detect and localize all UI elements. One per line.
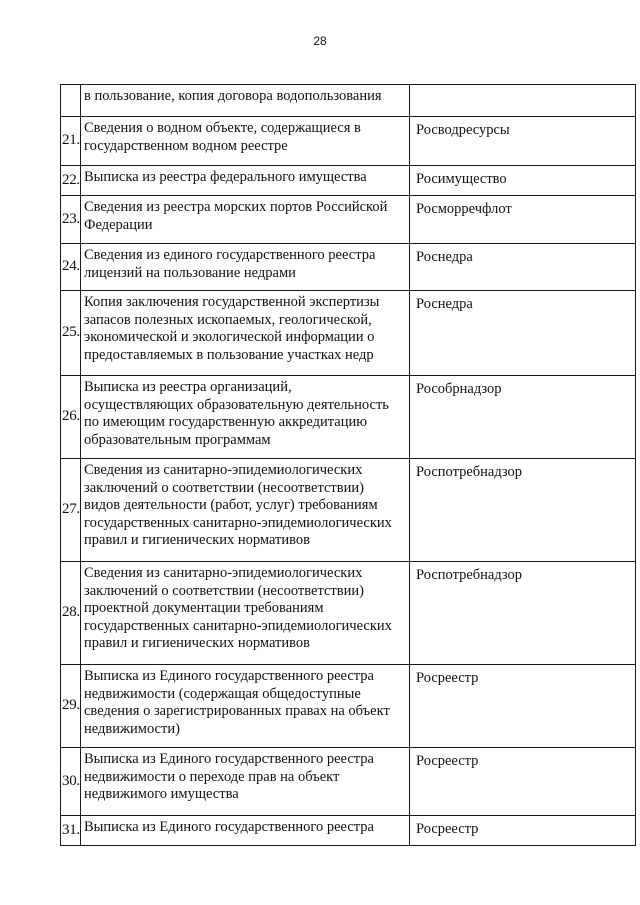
description-line: осуществляющих образовательную деятельность: [84, 396, 389, 413]
row-agency: [410, 85, 636, 117]
description-line: недвижимого имущества: [84, 786, 239, 802]
description-line: Сведения из реестра морских портов Российской: [84, 199, 388, 215]
description-line: государственном водном реестре: [84, 137, 288, 154]
description-line: правил и гигиенических нормативов: [84, 532, 310, 548]
row-agency: Рособрнадзор: [410, 376, 636, 459]
description-line: Выписка из Единого государственного реестра: [84, 668, 374, 684]
row-agency: Росреестр: [410, 748, 636, 816]
row-description: [81, 117, 410, 166]
row-description: [81, 85, 410, 117]
table-row: [61, 196, 636, 244]
table-row: [61, 816, 636, 846]
row-number: 29.: [61, 665, 81, 748]
row-agency: Росреестр: [410, 665, 636, 748]
row-description: [81, 816, 410, 846]
description-line: экономической и экологической информации о: [84, 329, 375, 345]
row-description: [81, 665, 410, 748]
description-line: Сведения из санитарно-эпидемиологических: [84, 462, 363, 478]
description-line: проектной документации требованиям: [84, 600, 324, 616]
row-number: 21.: [61, 117, 81, 166]
description-line: видов деятельности (работ, услуг) требованиям: [84, 497, 378, 513]
row-agency: Роспотребнадзор: [410, 562, 636, 665]
table-row: [61, 117, 636, 166]
row-number: 30.: [61, 748, 81, 816]
table-row: [61, 166, 636, 196]
table-row: [61, 376, 636, 459]
page-number: 28: [313, 34, 327, 48]
table-row: [61, 459, 636, 562]
description-line: Выписка из реестра организаций,: [84, 379, 292, 395]
table-row: [61, 291, 636, 376]
description-line: запасов полезных ископаемых, геологической,: [84, 311, 372, 328]
row-number: 22.: [61, 166, 81, 196]
description-line: Сведения из санитарно-эпидемиологических: [84, 565, 363, 581]
row-number: 25.: [61, 291, 81, 376]
description-line: лицензий на пользование недрами: [84, 264, 296, 281]
row-description: [81, 166, 410, 196]
row-description: [81, 459, 410, 562]
description-line: Выписка из реестра федерального имущества: [84, 169, 367, 185]
row-number: 28.: [61, 562, 81, 665]
row-description: [81, 562, 410, 665]
description-line: заключений о соответствии (несоответствии): [84, 479, 364, 496]
description-line: государственных санитарно-эпидемиологических: [84, 514, 392, 531]
row-description: [81, 196, 410, 244]
row-agency: Росимущество: [410, 166, 636, 196]
row-agency: Роснедра: [410, 244, 636, 291]
row-number: 23.: [61, 196, 81, 244]
description-line: Сведения о водном объекте, содержащиеся в: [84, 120, 361, 136]
row-number: 26.: [61, 376, 81, 459]
row-number: 31.: [61, 816, 81, 846]
description-line: Выписка из Единого государственного реестра: [84, 819, 374, 835]
description-line: Федерации: [84, 216, 153, 233]
row-number: 24.: [61, 244, 81, 291]
table-row: [61, 85, 636, 117]
table-row: [61, 562, 636, 665]
row-description: [81, 291, 410, 376]
description-line: в пользование, копия договора водопользования: [84, 88, 382, 104]
row-number: 27.: [61, 459, 81, 562]
row-number: [61, 85, 81, 117]
description-line: правил и гигиенических нормативов: [84, 635, 310, 651]
description-line: государственных санитарно-эпидемиологических: [84, 617, 392, 634]
description-line: недвижимости): [84, 720, 180, 737]
row-description: [81, 376, 410, 459]
description-line: заключений о соответствии (несоответствии): [84, 582, 364, 599]
description-line: Выписка из Единого государственного реестра: [84, 751, 374, 767]
description-line: Сведения из единого государственного реестра: [84, 247, 376, 263]
table-row: [61, 244, 636, 291]
row-agency: Роснедра: [410, 291, 636, 376]
row-agency: Росморречфлот: [410, 196, 636, 244]
row-agency: Росреестр: [410, 816, 636, 846]
services-table: [60, 84, 636, 846]
table-row: [61, 665, 636, 748]
row-description: [81, 244, 410, 291]
description-line: предоставляемых в пользование участках недр: [84, 346, 374, 363]
table-row: [61, 748, 636, 816]
description-line: по имеющим государственную аккредитацию: [84, 414, 368, 430]
row-agency: Роспотребнадзор: [410, 459, 636, 562]
description-line: сведения о зарегистрированных правах на объект: [84, 703, 390, 719]
description-line: недвижимости о переходе прав на объект: [84, 768, 340, 785]
row-agency: Росводресурсы: [410, 117, 636, 166]
description-line: образовательным программам: [84, 431, 271, 448]
row-description: [81, 748, 410, 816]
description-line: недвижимости (содержащая общедоступные: [84, 685, 361, 702]
table-body: [61, 85, 636, 846]
description-line: Копия заключения государственной экспертизы: [84, 294, 380, 310]
